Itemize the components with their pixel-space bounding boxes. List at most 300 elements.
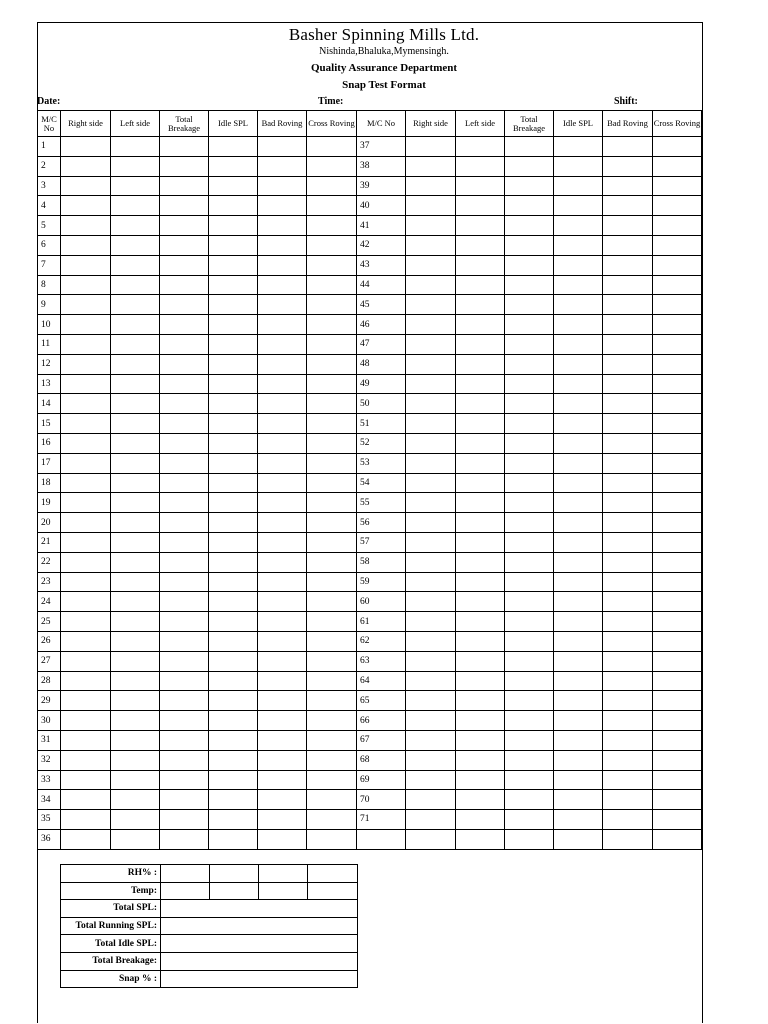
entry-cell[interactable] — [505, 374, 554, 394]
entry-cell[interactable] — [61, 216, 111, 236]
entry-cell[interactable] — [160, 275, 209, 295]
entry-cell[interactable] — [505, 810, 554, 830]
entry-cell[interactable] — [61, 156, 111, 176]
entry-cell[interactable] — [160, 414, 209, 434]
entry-cell[interactable] — [406, 730, 456, 750]
entry-cell[interactable] — [307, 750, 357, 770]
entry-cell[interactable] — [209, 176, 258, 196]
entry-cell[interactable] — [61, 473, 111, 493]
rh-input-cell[interactable] — [161, 865, 210, 883]
entry-cell[interactable] — [456, 651, 505, 671]
entry-cell[interactable] — [406, 770, 456, 790]
entry-cell[interactable] — [554, 433, 603, 453]
entry-cell[interactable] — [111, 295, 160, 315]
entry-cell[interactable] — [160, 334, 209, 354]
entry-cell[interactable] — [307, 196, 357, 216]
entry-cell[interactable] — [307, 790, 357, 810]
entry-cell[interactable] — [603, 354, 653, 374]
entry-cell[interactable] — [258, 572, 307, 592]
entry-cell[interactable] — [209, 592, 258, 612]
entry-cell[interactable] — [258, 354, 307, 374]
entry-cell[interactable] — [209, 255, 258, 275]
entry-cell[interactable] — [505, 473, 554, 493]
entry-cell[interactable] — [111, 592, 160, 612]
entry-cell[interactable] — [111, 137, 160, 157]
entry-cell[interactable] — [209, 473, 258, 493]
entry-cell[interactable] — [554, 552, 603, 572]
entry-cell[interactable] — [554, 532, 603, 552]
entry-cell[interactable] — [554, 691, 603, 711]
entry-cell[interactable] — [456, 275, 505, 295]
entry-cell[interactable] — [258, 691, 307, 711]
entry-cell[interactable] — [406, 592, 456, 612]
entry-cell[interactable] — [307, 631, 357, 651]
entry-cell[interactable] — [603, 433, 653, 453]
entry-cell[interactable] — [554, 592, 603, 612]
entry-cell[interactable] — [61, 275, 111, 295]
entry-cell[interactable] — [160, 572, 209, 592]
entry-cell[interactable] — [406, 750, 456, 770]
entry-cell[interactable] — [554, 730, 603, 750]
entry-cell[interactable] — [258, 770, 307, 790]
entry-cell[interactable] — [160, 156, 209, 176]
entry-cell[interactable] — [406, 255, 456, 275]
entry-cell[interactable] — [307, 295, 357, 315]
entry-cell[interactable] — [209, 711, 258, 731]
entry-cell[interactable] — [406, 651, 456, 671]
entry-cell[interactable] — [406, 691, 456, 711]
entry-cell[interactable] — [505, 176, 554, 196]
entry-cell[interactable] — [307, 255, 357, 275]
entry-cell[interactable] — [209, 829, 258, 849]
entry-cell[interactable] — [209, 790, 258, 810]
entry-cell[interactable] — [653, 552, 702, 572]
entry-cell[interactable] — [456, 156, 505, 176]
entry-cell[interactable] — [406, 711, 456, 731]
entry-cell[interactable] — [258, 255, 307, 275]
entry-cell[interactable] — [456, 671, 505, 691]
entry-cell[interactable] — [258, 315, 307, 335]
entry-cell[interactable] — [111, 196, 160, 216]
entry-cell[interactable] — [111, 473, 160, 493]
entry-cell[interactable] — [111, 790, 160, 810]
entry-cell[interactable] — [456, 354, 505, 374]
entry-cell[interactable] — [456, 414, 505, 434]
entry-cell[interactable] — [307, 691, 357, 711]
entry-cell[interactable] — [258, 374, 307, 394]
entry-cell[interactable] — [653, 711, 702, 731]
entry-cell[interactable] — [160, 711, 209, 731]
entry-cell[interactable] — [61, 255, 111, 275]
entry-cell[interactable] — [61, 176, 111, 196]
entry-cell[interactable] — [61, 711, 111, 731]
entry-cell[interactable] — [258, 235, 307, 255]
entry-cell[interactable] — [603, 790, 653, 810]
entry-cell[interactable] — [505, 196, 554, 216]
entry-cell[interactable] — [258, 513, 307, 533]
entry-cell[interactable] — [554, 235, 603, 255]
entry-cell[interactable] — [456, 196, 505, 216]
entry-cell[interactable] — [160, 374, 209, 394]
total-idle-spl-cell[interactable] — [161, 935, 358, 953]
entry-cell[interactable] — [505, 414, 554, 434]
entry-cell[interactable] — [456, 334, 505, 354]
entry-cell[interactable] — [307, 612, 357, 632]
entry-cell[interactable] — [505, 532, 554, 552]
entry-cell[interactable] — [406, 374, 456, 394]
temp-input-cell[interactable] — [161, 882, 210, 900]
entry-cell[interactable] — [456, 770, 505, 790]
entry-cell[interactable] — [653, 829, 702, 849]
rh-input-cell[interactable] — [259, 865, 308, 883]
entry-cell[interactable] — [554, 255, 603, 275]
entry-cell[interactable] — [160, 671, 209, 691]
entry-cell[interactable] — [653, 750, 702, 770]
entry-cell[interactable] — [209, 334, 258, 354]
entry-cell[interactable] — [61, 810, 111, 830]
entry-cell[interactable] — [61, 730, 111, 750]
entry-cell[interactable] — [505, 315, 554, 335]
entry-cell[interactable] — [111, 414, 160, 434]
entry-cell[interactable] — [209, 216, 258, 236]
entry-cell[interactable] — [505, 354, 554, 374]
entry-cell[interactable] — [209, 137, 258, 157]
entry-cell[interactable] — [160, 750, 209, 770]
entry-cell[interactable] — [307, 176, 357, 196]
rh-input-cell[interactable] — [210, 865, 259, 883]
entry-cell[interactable] — [258, 493, 307, 513]
entry-cell[interactable] — [456, 612, 505, 632]
entry-cell[interactable] — [111, 315, 160, 335]
entry-cell[interactable] — [61, 552, 111, 572]
entry-cell[interactable] — [307, 453, 357, 473]
entry-cell[interactable] — [406, 790, 456, 810]
entry-cell[interactable] — [653, 275, 702, 295]
entry-cell[interactable] — [160, 473, 209, 493]
entry-cell[interactable] — [160, 631, 209, 651]
entry-cell[interactable] — [554, 810, 603, 830]
entry-cell[interactable] — [456, 255, 505, 275]
entry-cell[interactable] — [111, 394, 160, 414]
entry-cell[interactable] — [653, 394, 702, 414]
entry-cell[interactable] — [603, 493, 653, 513]
entry-cell[interactable] — [505, 750, 554, 770]
entry-cell[interactable] — [554, 473, 603, 493]
entry-cell[interactable] — [603, 137, 653, 157]
entry-cell[interactable] — [209, 612, 258, 632]
entry-cell[interactable] — [554, 829, 603, 849]
entry-cell[interactable] — [456, 691, 505, 711]
entry-cell[interactable] — [406, 137, 456, 157]
entry-cell[interactable] — [160, 730, 209, 750]
entry-cell[interactable] — [505, 691, 554, 711]
entry-cell[interactable] — [406, 433, 456, 453]
entry-cell[interactable] — [209, 513, 258, 533]
entry-cell[interactable] — [61, 453, 111, 473]
entry-cell[interactable] — [160, 770, 209, 790]
entry-cell[interactable] — [160, 829, 209, 849]
entry-cell[interactable] — [456, 532, 505, 552]
entry-cell[interactable] — [406, 810, 456, 830]
entry-cell[interactable] — [258, 532, 307, 552]
entry-cell[interactable] — [111, 829, 160, 849]
entry-cell[interactable] — [603, 552, 653, 572]
entry-cell[interactable] — [653, 433, 702, 453]
entry-cell[interactable] — [307, 711, 357, 731]
entry-cell[interactable] — [160, 532, 209, 552]
entry-cell[interactable] — [111, 374, 160, 394]
entry-cell[interactable] — [505, 493, 554, 513]
entry-cell[interactable] — [554, 196, 603, 216]
entry-cell[interactable] — [603, 255, 653, 275]
entry-cell[interactable] — [61, 829, 111, 849]
entry-cell[interactable] — [653, 592, 702, 612]
temp-input-cell[interactable] — [259, 882, 308, 900]
entry-cell[interactable] — [258, 156, 307, 176]
entry-cell[interactable] — [554, 651, 603, 671]
entry-cell[interactable] — [505, 572, 554, 592]
entry-cell[interactable] — [209, 374, 258, 394]
entry-cell[interactable] — [653, 216, 702, 236]
entry-cell[interactable] — [258, 552, 307, 572]
entry-cell[interactable] — [603, 770, 653, 790]
entry-cell[interactable] — [456, 513, 505, 533]
entry-cell[interactable] — [554, 493, 603, 513]
entry-cell[interactable] — [160, 612, 209, 632]
entry-cell[interactable] — [505, 730, 554, 750]
entry-cell[interactable] — [160, 493, 209, 513]
entry-cell[interactable] — [456, 433, 505, 453]
entry-cell[interactable] — [505, 275, 554, 295]
entry-cell[interactable] — [307, 235, 357, 255]
entry-cell[interactable] — [603, 691, 653, 711]
entry-cell[interactable] — [160, 137, 209, 157]
entry-cell[interactable] — [653, 810, 702, 830]
entry-cell[interactable] — [258, 433, 307, 453]
entry-cell[interactable] — [307, 315, 357, 335]
entry-cell[interactable] — [505, 235, 554, 255]
entry-cell[interactable] — [111, 433, 160, 453]
entry-cell[interactable] — [406, 156, 456, 176]
entry-cell[interactable] — [505, 433, 554, 453]
entry-cell[interactable] — [554, 354, 603, 374]
entry-cell[interactable] — [406, 612, 456, 632]
entry-cell[interactable] — [603, 592, 653, 612]
entry-cell[interactable] — [209, 414, 258, 434]
entry-cell[interactable] — [61, 691, 111, 711]
entry-cell[interactable] — [61, 315, 111, 335]
entry-cell[interactable] — [307, 730, 357, 750]
entry-cell[interactable] — [456, 750, 505, 770]
entry-cell[interactable] — [61, 612, 111, 632]
entry-cell[interactable] — [603, 612, 653, 632]
entry-cell[interactable] — [307, 216, 357, 236]
entry-cell[interactable] — [554, 137, 603, 157]
entry-cell[interactable] — [160, 433, 209, 453]
entry-cell[interactable] — [307, 354, 357, 374]
entry-cell[interactable] — [307, 493, 357, 513]
entry-cell[interactable] — [160, 691, 209, 711]
entry-cell[interactable] — [603, 196, 653, 216]
entry-cell[interactable] — [653, 513, 702, 533]
entry-cell[interactable] — [554, 394, 603, 414]
entry-cell[interactable] — [209, 532, 258, 552]
entry-cell[interactable] — [307, 137, 357, 157]
entry-cell[interactable] — [456, 374, 505, 394]
entry-cell[interactable] — [258, 730, 307, 750]
entry-cell[interactable] — [111, 730, 160, 750]
entry-cell[interactable] — [554, 275, 603, 295]
entry-cell[interactable] — [603, 750, 653, 770]
entry-cell[interactable] — [61, 196, 111, 216]
temp-input-cell[interactable] — [210, 882, 259, 900]
entry-cell[interactable] — [61, 374, 111, 394]
entry-cell[interactable] — [61, 592, 111, 612]
entry-cell[interactable] — [61, 750, 111, 770]
entry-cell[interactable] — [653, 493, 702, 513]
entry-cell[interactable] — [554, 315, 603, 335]
entry-cell[interactable] — [406, 176, 456, 196]
entry-cell[interactable] — [653, 473, 702, 493]
entry-cell[interactable] — [61, 394, 111, 414]
entry-cell[interactable] — [111, 651, 160, 671]
entry-cell[interactable] — [406, 315, 456, 335]
entry-cell[interactable] — [111, 513, 160, 533]
entry-cell[interactable] — [209, 572, 258, 592]
entry-cell[interactable] — [61, 532, 111, 552]
entry-cell[interactable] — [209, 671, 258, 691]
entry-cell[interactable] — [653, 790, 702, 810]
entry-cell[interactable] — [456, 216, 505, 236]
entry-cell[interactable] — [653, 196, 702, 216]
entry-cell[interactable] — [111, 631, 160, 651]
entry-cell[interactable] — [406, 453, 456, 473]
entry-cell[interactable] — [160, 235, 209, 255]
entry-cell[interactable] — [603, 334, 653, 354]
entry-cell[interactable] — [653, 137, 702, 157]
entry-cell[interactable] — [258, 295, 307, 315]
entry-cell[interactable] — [456, 493, 505, 513]
entry-cell[interactable] — [209, 394, 258, 414]
entry-cell[interactable] — [111, 176, 160, 196]
entry-cell[interactable] — [603, 176, 653, 196]
entry-cell[interactable] — [505, 216, 554, 236]
entry-cell[interactable] — [406, 493, 456, 513]
entry-cell[interactable] — [209, 552, 258, 572]
entry-cell[interactable] — [653, 255, 702, 275]
entry-cell[interactable] — [307, 572, 357, 592]
entry-cell[interactable] — [111, 493, 160, 513]
entry-cell[interactable] — [258, 216, 307, 236]
entry-cell[interactable] — [209, 651, 258, 671]
entry-cell[interactable] — [307, 156, 357, 176]
entry-cell[interactable] — [307, 651, 357, 671]
entry-cell[interactable] — [653, 532, 702, 552]
entry-cell[interactable] — [406, 275, 456, 295]
entry-cell[interactable] — [209, 315, 258, 335]
entry-cell[interactable] — [456, 810, 505, 830]
entry-cell[interactable] — [160, 295, 209, 315]
entry-cell[interactable] — [554, 374, 603, 394]
entry-cell[interactable] — [307, 433, 357, 453]
entry-cell[interactable] — [209, 453, 258, 473]
entry-cell[interactable] — [61, 334, 111, 354]
entry-cell[interactable] — [209, 810, 258, 830]
entry-cell[interactable] — [456, 730, 505, 750]
entry-cell[interactable] — [61, 671, 111, 691]
entry-cell[interactable] — [258, 414, 307, 434]
entry-cell[interactable] — [160, 790, 209, 810]
entry-cell[interactable] — [111, 612, 160, 632]
entry-cell[interactable] — [61, 433, 111, 453]
entry-cell[interactable] — [554, 513, 603, 533]
entry-cell[interactable] — [603, 829, 653, 849]
entry-cell[interactable] — [554, 156, 603, 176]
entry-cell[interactable] — [505, 829, 554, 849]
entry-cell[interactable] — [258, 334, 307, 354]
entry-cell[interactable] — [406, 334, 456, 354]
entry-cell[interactable] — [505, 612, 554, 632]
entry-cell[interactable] — [209, 235, 258, 255]
entry-cell[interactable] — [505, 137, 554, 157]
entry-cell[interactable] — [603, 572, 653, 592]
entry-cell[interactable] — [111, 275, 160, 295]
entry-cell[interactable] — [653, 315, 702, 335]
entry-cell[interactable] — [603, 374, 653, 394]
entry-cell[interactable] — [406, 235, 456, 255]
entry-cell[interactable] — [209, 750, 258, 770]
entry-cell[interactable] — [160, 315, 209, 335]
entry-cell[interactable] — [209, 354, 258, 374]
entry-cell[interactable] — [456, 473, 505, 493]
entry-cell[interactable] — [258, 711, 307, 731]
entry-cell[interactable] — [111, 770, 160, 790]
entry-cell[interactable] — [406, 414, 456, 434]
entry-cell[interactable] — [456, 295, 505, 315]
entry-cell[interactable] — [653, 156, 702, 176]
entry-cell[interactable] — [554, 216, 603, 236]
entry-cell[interactable] — [456, 394, 505, 414]
entry-cell[interactable] — [258, 810, 307, 830]
entry-cell[interactable] — [653, 651, 702, 671]
entry-cell[interactable] — [209, 196, 258, 216]
entry-cell[interactable] — [111, 671, 160, 691]
entry-cell[interactable] — [111, 572, 160, 592]
entry-cell[interactable] — [554, 176, 603, 196]
entry-cell[interactable] — [505, 770, 554, 790]
entry-cell[interactable] — [209, 275, 258, 295]
entry-cell[interactable] — [653, 235, 702, 255]
entry-cell[interactable] — [554, 750, 603, 770]
entry-cell[interactable] — [554, 612, 603, 632]
entry-cell[interactable] — [111, 691, 160, 711]
entry-cell[interactable] — [554, 453, 603, 473]
entry-cell[interactable] — [505, 651, 554, 671]
entry-cell[interactable] — [603, 473, 653, 493]
entry-cell[interactable] — [653, 295, 702, 315]
entry-cell[interactable] — [160, 176, 209, 196]
entry-cell[interactable] — [307, 473, 357, 493]
entry-cell[interactable] — [258, 473, 307, 493]
entry-cell[interactable] — [209, 156, 258, 176]
entry-cell[interactable] — [160, 196, 209, 216]
entry-cell[interactable] — [653, 730, 702, 750]
entry-cell[interactable] — [406, 216, 456, 236]
entry-cell[interactable] — [505, 790, 554, 810]
entry-cell[interactable] — [406, 513, 456, 533]
entry-cell[interactable] — [61, 631, 111, 651]
entry-cell[interactable] — [603, 414, 653, 434]
